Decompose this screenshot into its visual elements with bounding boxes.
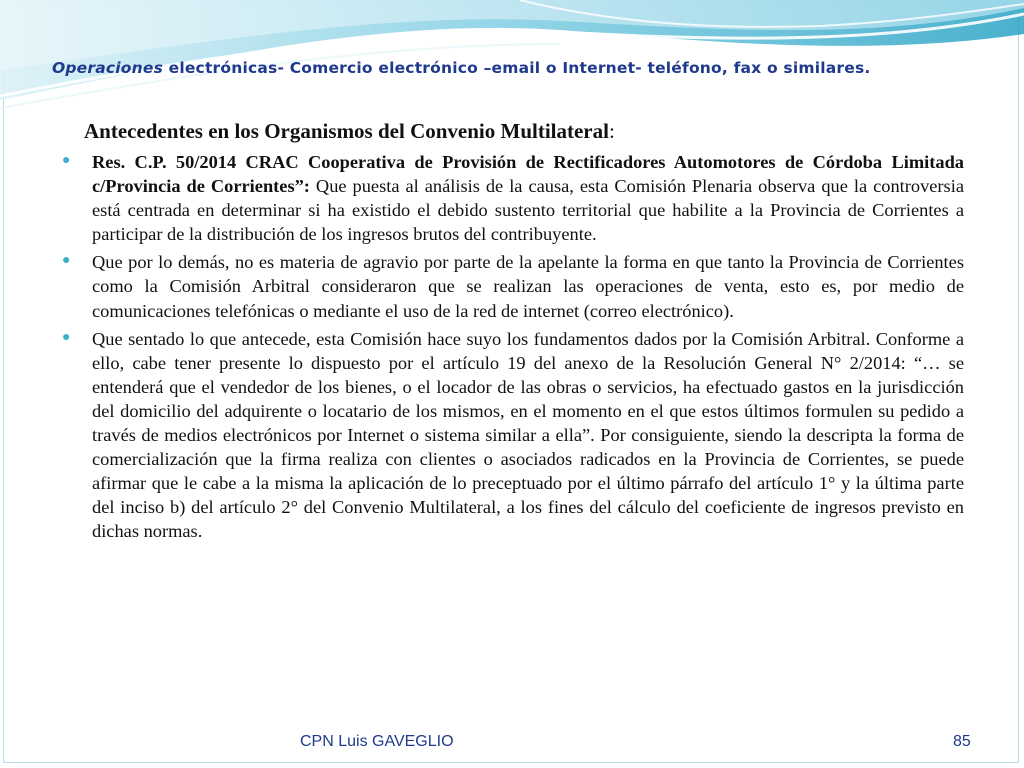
section-heading-text: Antecedentes en los Organismos del Convenio Multilateral [84, 119, 609, 143]
bullet-item [62, 327, 964, 544]
bullet-list [62, 150, 964, 544]
slide-title-rest: electrónicas- Comercio electrónico –email o Internet- teléfono, fax o similares. [163, 59, 871, 77]
section-heading [84, 117, 615, 145]
slide-body [62, 150, 964, 548]
section-heading-colon: : [608, 119, 615, 143]
slide-title [52, 58, 992, 78]
bullet-item [62, 250, 964, 322]
bullet-dot-icon: ● [62, 153, 71, 168]
bullet-dot-icon: ● [62, 329, 71, 345]
bullet-item [62, 150, 964, 246]
slide-title-italic: Operaciones [52, 59, 164, 77]
bullet-bold-text: Res. C.P. 50/2014 CRAC Cooperativa de Provisión de Rectificadores Automotores de Córdoba Limitada c/Provincia de Corrientes”: [92, 152, 964, 197]
footer-author: CPN Luis GAVEGLIO [300, 733, 454, 750]
bullet-text: Que sentado lo que antecede, esta Comisión hace suyo los fundamentos dados por la Comisión Arbitral. Conforme a ello, cabe tener presente lo dispuesto por el artículo 19 del anexo de la Resolución General N° 2/2014: “… se entenderá que el vendedor de los bienes, o el locador de las obras o servicios, ha efectuado gastos en la jurisdicción del domicilio del adquirente o locatario de los mismos, en el momento en el que estos últimos formulen su pedido a través de medios electrónicos por Internet o sistema similar a ella”. Por consiguiente, siendo la descripta la forma de comercialización que la firma realiza con clientes o asociados radicados en la Provincia de Corrientes, se puede afirmar que le cabe a la misma la aplicación de lo preceptuado por el último párrafo del artículo 1° y la última parte del inciso b) del artículo 2° del Convenio Multilateral, a los fines del cálculo del coeficiente de ingresos previsto en dichas normas. [92, 328, 964, 542]
bullet-dot-icon: ● [62, 253, 71, 269]
page-number: 85 [953, 733, 971, 750]
bullet-text: Que por lo demás, no es materia de agravio por parte de la apelante la forma en que tanto la Provincia de Corrientes como la Comisión Arbitral consideraron que se realizan las operaciones de venta, esto es, por medio de comunicaciones telefónicas o mediante el uso de la red de internet (correo electrónico). [92, 252, 964, 321]
bullet-text: Que puesta al análisis de la causa, esta Comisión Plenaria observa que la controversia está centrada en determinar si ha existido el debido sustento territorial que habilite a la Provincia de Corrientes a participar de la distribución de los ingresos brutos del contribuyente. [92, 176, 964, 245]
